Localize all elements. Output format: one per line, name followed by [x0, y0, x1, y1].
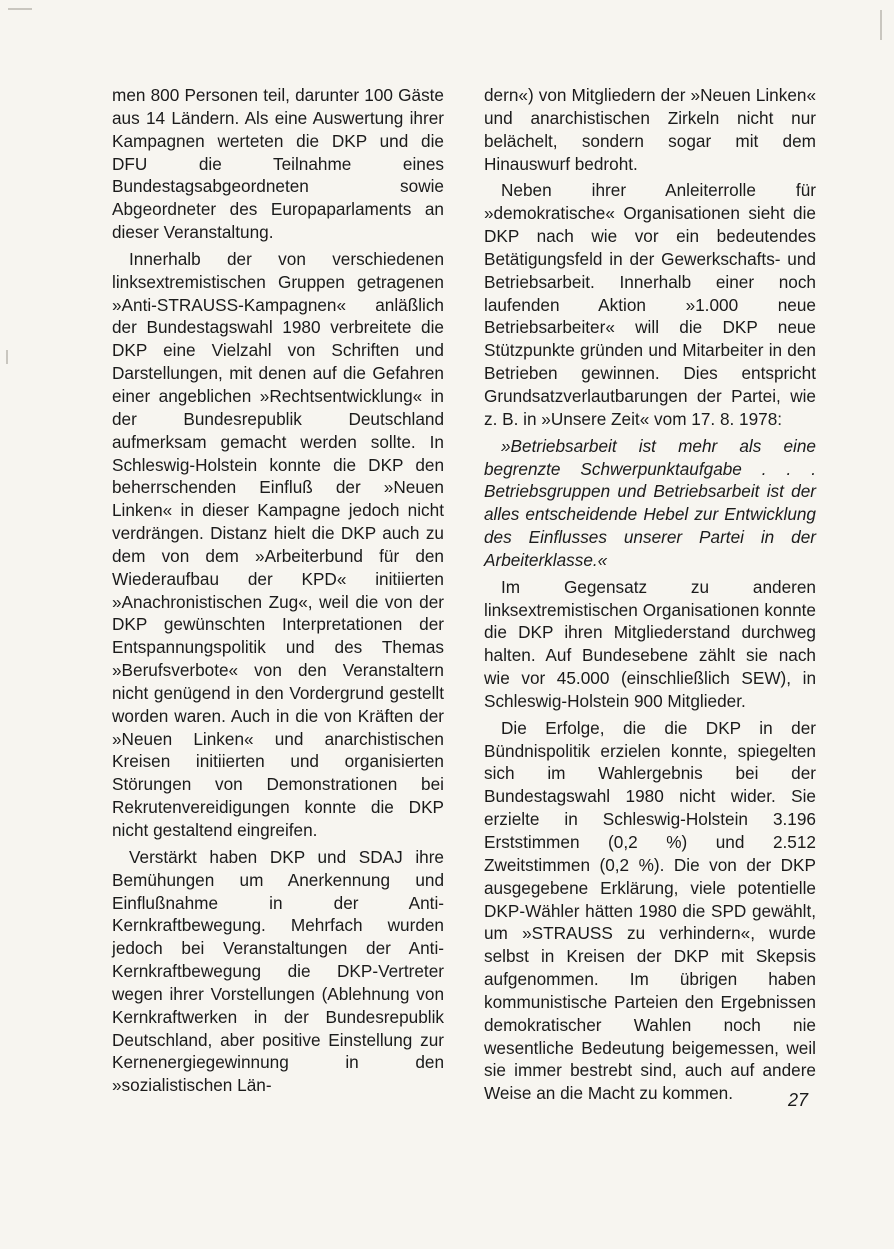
left-paragraph-1: men 800 Personen teil, darunter 100 Gäste aus 14 Ländern. Als eine Auswertung ihrer Kampagnen werteten die DKP und die DFU die Teilnahme eines Bundestagsabgeordneten sowie Abgeordneter des Europaparlaments an dieser Veranstaltung. [112, 85, 444, 243]
scan-edge-mark-right [880, 10, 882, 40]
left-column [112, 84, 444, 1101]
scan-edge-mark-left [6, 350, 8, 364]
right-paragraph-1: dern«) von Mitgliedern der »Neuen Linken« und anarchistischen Zirkeln nicht nur belächelt, sondern sogar mit dem Hinauswurf bedroht. [484, 85, 816, 174]
scan-edge-mark-top-left [8, 8, 32, 10]
block-quote: »Betriebsarbeit ist mehr als eine begrenzte Schwerpunktaufgabe . . . Betriebsgruppen und Betriebsarbeit ist der alles entscheidende Hebel zur Entwicklung des Einflusses unserer Partei in der Arbeiterklasse.« [484, 435, 816, 570]
right-paragraph-4: Die Erfolge, die die DKP in der Bündnispolitik erzielen konnte, spiegelten sich im Wahlergebnis bei der Bundestagswahl 1980 nicht wider. Sie erzielte in Schleswig-Holstein 3.196 Erststimmen (0,2 %) und 2.512 Zweitstimmen (0,2 %). Die von der DKP ausgegebene Erklärung, viele potentielle DKP-Wähler hätten 1980 die SPD gewählt, um »STRAUSS zu verhindern«, wurde selbst in Kreisen der DKP mit Skepsis aufgenommen. Im übrigen haben kommunistische Parteien den Ergebnissen demokratischer Wahlen noch nie wesentliche Bedeutung beigemessen, weil sie immer bestrebt sind, auch auf andere Weise an die Macht zu kommen. [484, 717, 816, 1104]
page-number: 27 [788, 1090, 809, 1110]
right-paragraph-2: Neben ihrer Anleiterrolle für »demokratische« Organisationen sieht die DKP nach wie vor ein bedeutendes Betätigungsfeld in der Gewerkschafts- und Betriebsarbeit. Innerhalb einer noch laufenden Aktion »1.000 neue Betriebsarbeiter« will die DKP neue Stützpunkte gründen und Mitarbeiter in den Betrieben gewinnen. Dies entspricht Grundsatzverlautbarungen der Partei, wie z. B. in »Unsere Zeit« vom 17. 8. 1978: [484, 180, 816, 429]
right-paragraph-3: Im Gegensatz zu anderen linksextremistischen Organisationen konnte die DKP ihren Mitgliederstand durchweg halten. Auf Bundesebene zählt sie nach wie vor 45.000 (einschließlich SEW), in Schleswig-Holstein 900 Mitglieder. [484, 576, 816, 711]
left-paragraph-2: Innerhalb der von verschiedenen linksextremistischen Gruppen getragenen »Anti-STRAUSS-Kampagnen« anläßlich der Bundestagswahl 1980 verbreitete die DKP eine Vielzahl von Schriften und Darstellungen, mit denen auf die Gefahren einer angeblichen »Rechtsentwicklung« in der Bundesrepublik Deutschland aufmerksam gemacht werden sollte. In Schleswig-Holstein konnte die DKP den beherrschenden Einfluß der »Neuen Linken« in dieser Kampagne jedoch nicht verdrängen. Distanz hielt die DKP auch zu dem von dem »Arbeiterbund für den Wiederaufbau der KPD« initiierten »Anachronistischen Zug«, weil die von der DKP gewünschten Interpretationen der Entspannungspolitik und des Themas »Berufsverbote« von den Veranstaltern nicht genügend in den Vordergrund gestellt worden waren. Auch in die von Kräften der »Neuen Linken« und anarchistischen Kreisen initiierten und organisierten Störungen von Demonstrationen bei Rekrutenvereidigungen konnte die DKP nicht gestaltend eingreifen. [112, 248, 444, 840]
left-paragraph-3: Verstärkt haben DKP und SDAJ ihre Bemühungen um Anerkennung und Einflußnahme in der Anti-Kernkraftbewegung. Mehrfach wurden jedoch bei Veranstaltungen der Anti-Kernkraftbewegung die DKP-Vertreter wegen ihrer Vorstellungen (Ablehnung von Kernkraftwerken in der Bundesrepublik Deutschland, aber positive Einstellung zur Kernenergiegewinnung in den »sozialistischen Län- [112, 846, 444, 1096]
right-column [484, 84, 816, 1109]
